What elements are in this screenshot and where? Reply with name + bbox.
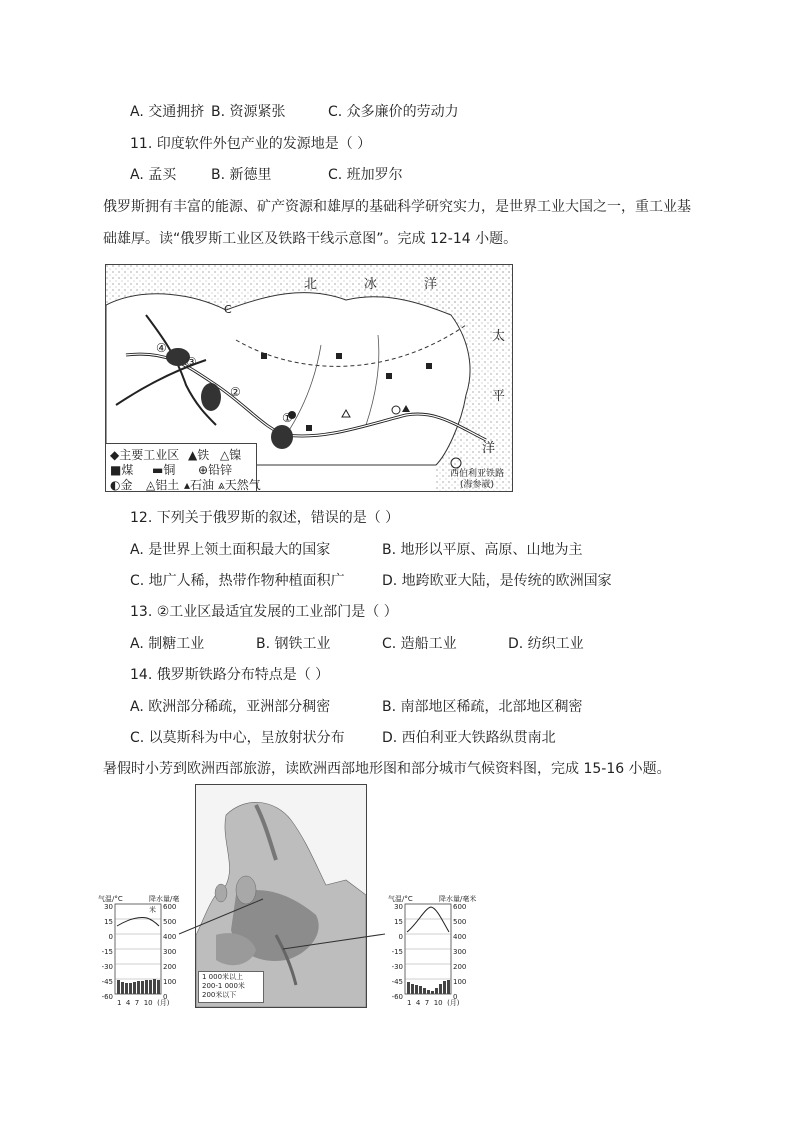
legend-item-lead-zinc: ⊕铅锌	[198, 463, 233, 477]
arctic-ocean-char-1: 北	[304, 277, 318, 292]
europe-legend-low: 200米以下	[202, 991, 237, 999]
russia-map-credit: 西伯利亚铁路 (海参崴)	[450, 469, 505, 490]
legend-item-bauxite: ◬铝土	[146, 478, 180, 492]
intro-12-14-line2: 础雄厚。读“俄罗斯工业区及铁路干线示意图”。完成 12-14 小题。	[103, 231, 518, 247]
q13-option-d: D. 纺织工业	[508, 636, 584, 652]
climate-chart-left	[95, 894, 185, 1010]
marker-c: C	[224, 303, 232, 316]
q12-option-b: B. 地形以平原、高原、山地为主	[382, 542, 583, 558]
q11-option-b: B. 新德里	[211, 167, 272, 183]
q14-option-b: B. 南部地区稀疏，北部地区稠密	[382, 699, 583, 715]
europe-figure	[95, 784, 505, 1010]
legend-item-nickel: △镍	[220, 448, 242, 462]
legend-item-copper: ▬铜	[152, 463, 176, 477]
q12-option-a: A. 是世界上领土面积最大的国家	[130, 542, 331, 558]
intro-15-16: 暑假时小芳到欧洲西部旅游，读欧洲西部地形图和部分城市气候资料图，完成 15-16 小题。	[103, 761, 671, 777]
left-precip-label: 降水量/毫米	[149, 895, 180, 914]
intro-12-14-line1: 俄罗斯拥有丰富的能源、矿产资源和雄厚的基础科学研究实力，是世界工业大国之一，重工业基	[103, 199, 691, 215]
q14-option-d: D. 西伯利亚大铁路纵贯南北	[382, 730, 556, 746]
left-month-axis: 1 4 7 10 (月)	[117, 999, 170, 1007]
marker-3: ③	[186, 355, 197, 369]
q11-stem: 11. 印度软件外包产业的发源地是（ ）	[130, 136, 372, 152]
q10-option-c: C. 众多廉价的劳动力	[328, 104, 459, 120]
legend-item-iron: ▲铁	[188, 448, 210, 462]
legend-item-oil: ▴石油	[184, 478, 215, 492]
pacific-ocean-char-1: 太	[492, 329, 506, 344]
left-temp-ticks: 30 15 0 -15 -30 -45 -60	[101, 903, 113, 1001]
pacific-ocean-char-3: 洋	[482, 441, 496, 456]
europe-legend-mid: 200-1 000米	[202, 982, 245, 990]
marker-2: ②	[230, 385, 241, 399]
q13-option-c: C. 造船工业	[382, 636, 457, 652]
legend-item-coal: ■煤	[110, 463, 134, 477]
q13-stem: 13. ②工业区最适宜发展的工业部门是（ ）	[130, 604, 398, 620]
left-temp-label: 气温/°C	[98, 895, 123, 903]
marker-1: ①	[282, 411, 293, 425]
right-temp-ticks: 30 15 0 -15 -30 -45 -60	[391, 903, 403, 1001]
right-temp-label: 气温/°C	[388, 895, 413, 903]
q10-option-b: B. 资源紧张	[211, 104, 286, 120]
q11-option-c: C. 班加罗尔	[328, 167, 403, 183]
russia-map-legend	[106, 443, 261, 492]
right-precip-ticks: 600 500 400 300 200 100 0	[453, 903, 467, 1001]
left-precip-ticks: 600 500 400 300 200 100 0	[163, 903, 177, 1001]
right-month-axis: 1 4 7 10 (月)	[407, 999, 460, 1007]
q12-option-c: C. 地广人稀，热带作物种植面积广	[130, 573, 345, 589]
q13-option-b: B. 钢铁工业	[256, 636, 331, 652]
right-precip-label: 降水量/毫米	[439, 895, 477, 903]
legend-item-industrial: ◆主要工业区	[110, 448, 180, 462]
q14-option-a: A. 欧洲部分稀疏，亚洲部分稠密	[130, 699, 331, 715]
marker-4: ④	[156, 341, 167, 355]
europe-legend-high: 1 000米以上	[202, 973, 244, 981]
climate-chart-right	[385, 894, 485, 1010]
q10-option-a: A. 交通拥挤	[130, 104, 205, 120]
arctic-ocean-char-3: 洋	[424, 277, 438, 292]
q11-option-a: A. 孟买	[130, 167, 177, 183]
q14-stem: 14. 俄罗斯铁路分布特点是（ ）	[130, 667, 330, 683]
q14-option-c: C. 以莫斯科为中心，呈放射状分布	[130, 730, 345, 746]
legend-item-gas: ⩓天然气	[218, 478, 261, 492]
q12-option-d: D. 地跨欧亚大陆，是传统的欧洲国家	[382, 573, 612, 589]
legend-item-gold: ◐金	[110, 478, 133, 492]
q13-option-a: A. 制糖工业	[130, 636, 205, 652]
pacific-ocean-char-2: 平	[492, 389, 506, 404]
arctic-ocean-char-2: 冰	[364, 277, 378, 292]
russia-map	[105, 264, 513, 492]
q12-stem: 12. 下列关于俄罗斯的叙述，错误的是（ ）	[130, 510, 400, 526]
